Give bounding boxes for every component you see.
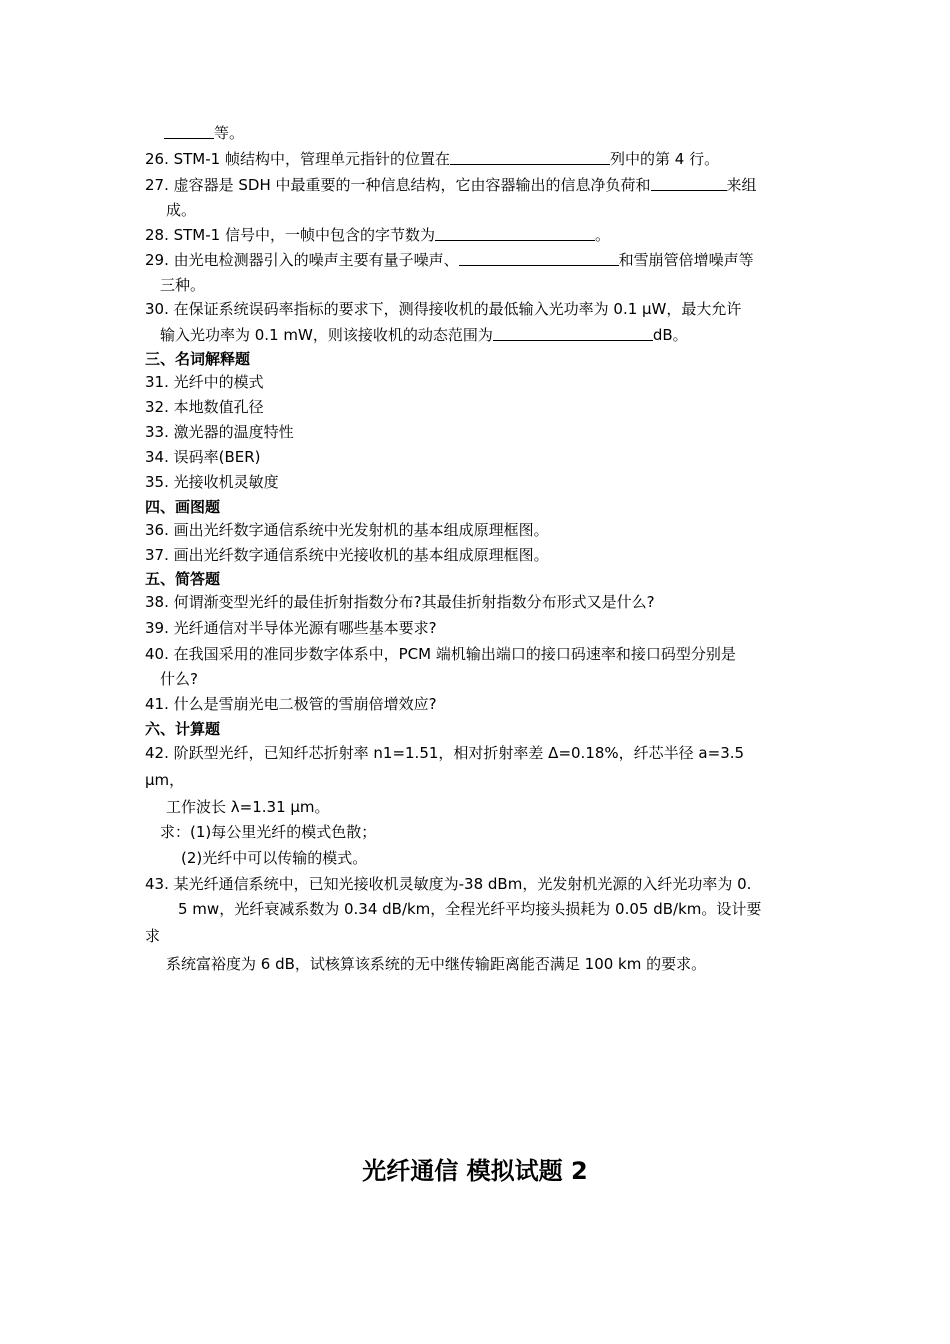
section-heading-4: 四、画图题 bbox=[145, 498, 221, 516]
question-31: 31. 光纤中的模式 bbox=[145, 373, 264, 391]
question-42-ask-1: 求：(1)每公里光纤的模式色散； bbox=[160, 823, 377, 841]
question-36: 36. 画出光纤数字通信系统中光发射机的基本组成原理框图。 bbox=[145, 521, 549, 539]
question-27-cont: 成。 bbox=[166, 201, 197, 219]
question-43-cont: 5 mw，光纤衰减系数为 0.34 dB/km，全程光纤平均接头损耗为 0.05 dB/km。设计要 bbox=[178, 900, 762, 918]
question-43: 43. 某光纤通信系统中，已知光接收机灵敏度为-38 dBm，光发射机光源的入纤光功率为 0. bbox=[145, 875, 752, 893]
question-38: 38. 何谓渐变型光纤的最佳折射指数分布?其最佳折射指数分布形式又是什么? bbox=[145, 593, 655, 611]
exam-title: 光纤通信 模拟试题 2 bbox=[362, 1157, 588, 1185]
question-40: 40. 在我国采用的准同步数字体系中，PCM 端机输出端口的接口码速率和接口码型分别是 bbox=[145, 645, 736, 663]
question-30-cont: 输入光功率为 0.1 mW，则该接收机的动态范围为 dB。 bbox=[160, 326, 688, 344]
answer-blank bbox=[164, 124, 214, 139]
question-42-ask-2: (2)光纤中可以传输的模式。 bbox=[181, 849, 368, 867]
question-30: 30. 在保证系统误码率指标的要求下，测得接收机的最低输入光功率为 0.1 μW，最大允许 bbox=[145, 300, 742, 318]
answer-blank bbox=[459, 251, 619, 266]
question-42-wavelength: 工作波长 λ=1.31 μm。 bbox=[166, 798, 330, 816]
question-43-cont-3: 系统富裕度为 6 dB，试核算该系统的无中继传输距离能否满足 100 km 的要求。 bbox=[166, 955, 707, 973]
line-cont-25: 等。 bbox=[164, 123, 244, 143]
question-29: 29. 由光电检测器引入的噪声主要有量子噪声、 和雪崩管倍增噪声等 bbox=[145, 251, 754, 269]
question-26: 26. STM-1 帧结构中，管理单元指针的位置在 列中的第 4 行。 bbox=[145, 150, 720, 168]
question-28: 28. STM-1 信号中，一帧中包含的字节数为 。 bbox=[145, 226, 610, 244]
question-27: 27. 虚容器是 SDH 中最重要的一种信息结构，它由容器输出的信息净负荷和 来组 bbox=[145, 176, 757, 194]
question-42-cont: μm， bbox=[145, 771, 185, 789]
question-33: 33. 激光器的温度特性 bbox=[145, 423, 294, 441]
question-39: 39. 光纤通信对半导体光源有哪些基本要求? bbox=[145, 619, 437, 637]
section-heading-3: 三、名词解释题 bbox=[145, 350, 251, 368]
question-37: 37. 画出光纤数字通信系统中光接收机的基本组成原理框图。 bbox=[145, 546, 549, 564]
question-29-cont: 三种。 bbox=[160, 276, 206, 294]
question-35: 35. 光接收机灵敏度 bbox=[145, 473, 279, 491]
question-40-cont: 什么? bbox=[160, 670, 198, 688]
question-41: 41. 什么是雪崩光电二极管的雪崩倍增效应? bbox=[145, 695, 437, 713]
answer-blank bbox=[493, 326, 653, 341]
section-heading-5: 五、简答题 bbox=[145, 570, 221, 588]
answer-blank bbox=[435, 226, 595, 241]
question-32: 32. 本地数值孔径 bbox=[145, 398, 264, 416]
answer-blank bbox=[651, 176, 727, 191]
section-heading-6: 六、计算题 bbox=[145, 720, 221, 738]
question-34: 34. 误码率(BER) bbox=[145, 448, 261, 466]
question-43-cont-2: 求 bbox=[145, 927, 161, 945]
question-42: 42. 阶跃型光纤，已知纤芯折射率 n1=1.51，相对折射率差 Δ=0.18%，纤芯半径 a=3.5 bbox=[145, 744, 745, 762]
answer-blank bbox=[450, 150, 610, 165]
